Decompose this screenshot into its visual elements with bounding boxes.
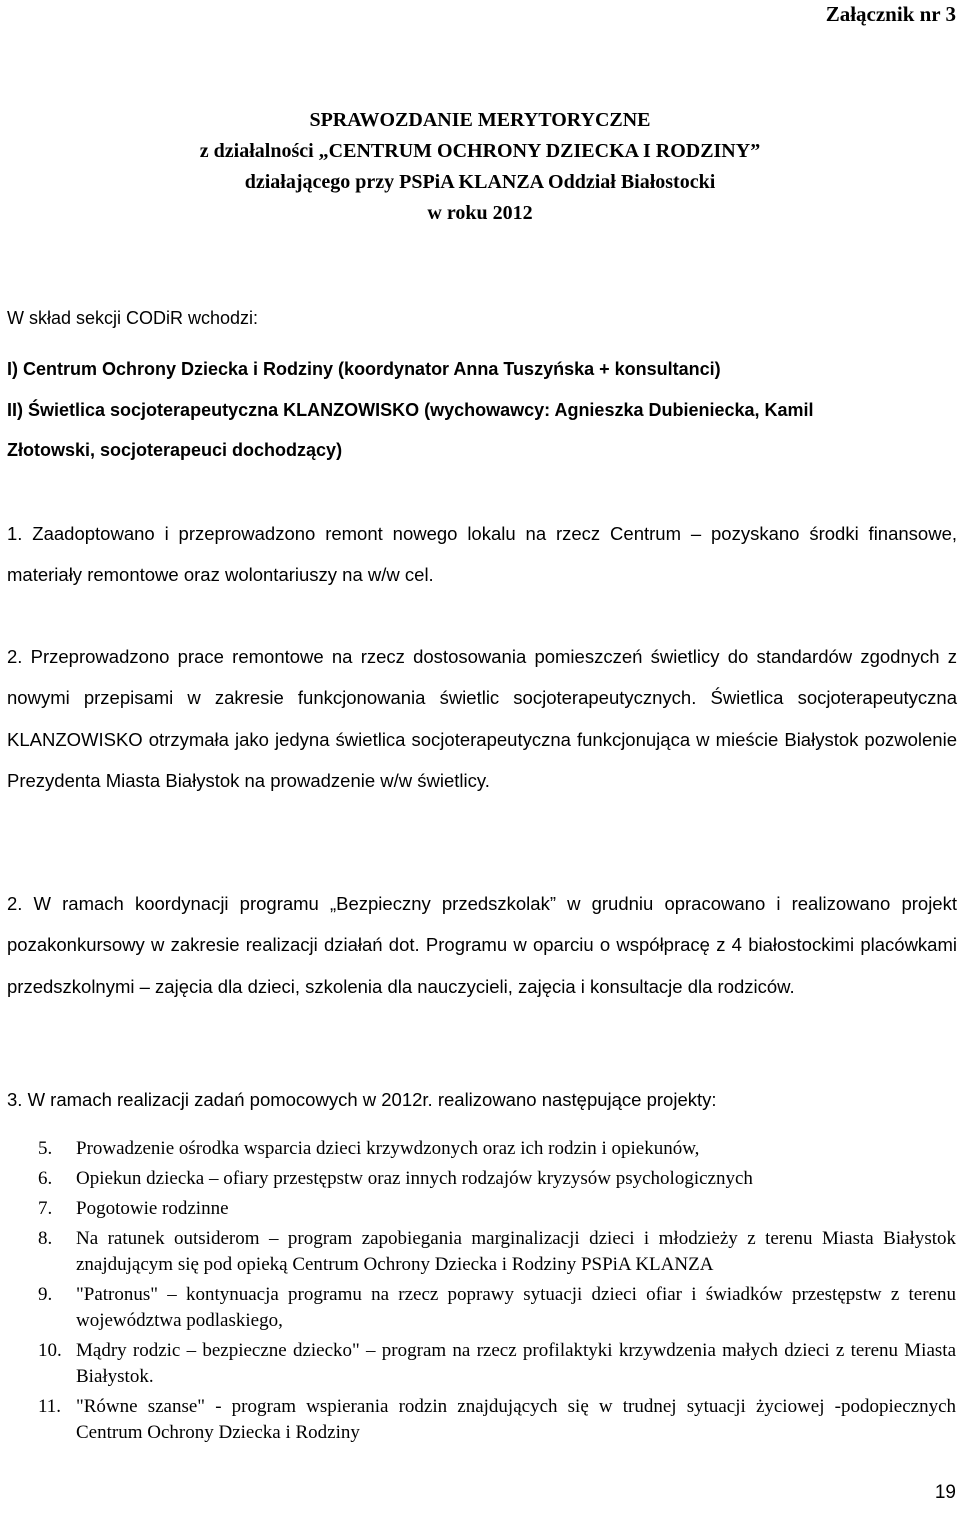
- title-line-1: SPRAWOZDANIE MERYTORYCZNE: [309, 109, 651, 131]
- section-members: [7, 349, 887, 471]
- paragraph-4: 3. W ramach realizacji zadań pomocowych w 2012r. realizowano następujące projekty:: [7, 1089, 717, 1110]
- list-item-text: "Równe szanse" - program wspierania rodzin znajdujących się w trudnej sytuacji życiowej -podopiecznych Centrum Ochrony Dziecka i Rodziny: [76, 1396, 956, 1443]
- list-item-text: Pogotowie rodzinne: [76, 1198, 229, 1219]
- list-item: [0, 1196, 960, 1222]
- report-title: [0, 105, 960, 229]
- list-item-number: 8.: [38, 1228, 53, 1249]
- section-lead: W skład sekcji CODiR wchodzi:: [7, 308, 259, 328]
- page-number: 19: [934, 1482, 956, 1503]
- list-item: [0, 1282, 960, 1334]
- projects-list: [0, 1136, 960, 1450]
- list-item: [0, 1166, 960, 1192]
- paragraph-2: 2. Przeprowadzono prace remontowe na rzecz dostosowania pomieszczeń świetlicy do standardów zgodnych z nowymi przepisami w zakresie funkcjonowania świetlic socjoterapeutycznych. Świetlica socjoterapeutyczna KLANZOWISKO otrzymała jako jedyna świetlica socjoterapeutyczna funkcjonująca w mieście Białystok pozwolenie Prezydenta Miasta Białystok na prowadzenie w/w świetlicy.: [7, 646, 957, 791]
- title-line-3: działającego przy PSPiA KLANZA Oddział Białostocki: [244, 171, 716, 193]
- list-item-text: "Patronus" – kontynuacja programu na rzecz poprawy sytuacji dzieci ofiar i świadków przestępstw z terenu województwa podlaskiego,: [76, 1284, 956, 1331]
- list-item: [0, 1136, 960, 1162]
- list-item-number: 10.: [38, 1340, 62, 1361]
- annex-label: Załącznik nr 3: [825, 2, 956, 26]
- member-item-2: II) Świetlica socjoterapeutyczna KLANZOWISKO (wychowawcy: Agnieszka Dubieniecka, Kamil Złotowski, socjoterapeuci dochodzący): [7, 399, 814, 460]
- list-item: [0, 1394, 960, 1446]
- list-item-number: 6.: [38, 1168, 53, 1189]
- member-item-1: I) Centrum Ochrony Dziecka i Rodziny (koordynator Anna Tuszyńska + konsultanci): [7, 359, 721, 379]
- title-line-4: w roku 2012: [427, 202, 533, 224]
- paragraph-1: 1. Zaadoptowano i przeprowadzono remont nowego lokalu na rzecz Centrum – pozyskano środki finansowe, materiały remontowe oraz wolontariuszy na w/w cel.: [7, 523, 957, 586]
- list-item-number: 7.: [38, 1198, 53, 1219]
- list-item-text: Na ratunek outsiderom – program zapobiegania marginalizacji dzieci i młodzieży z terenu Miasta Białystok znajdującym się pod opieką Centrum Ochrony Dziecka i Rodziny PSPiA KLANZA: [76, 1228, 956, 1275]
- list-item: [0, 1338, 960, 1390]
- paragraph-3: 2. W ramach koordynacji programu „Bezpieczny przedszkolak” w grudniu opracowano i realizowano projekt pozakonkursowy w zakresie realizacji działań dot. Programu w oparciu o współpracę z 4 białostockimi placówkami przedszkolnymi – zajęcia dla dzieci, szkolenia dla nauczycieli, zajęcia i konsultacje dla rodziców.: [7, 893, 957, 997]
- list-item: [0, 1226, 960, 1278]
- list-item-text: Mądry rodzic – bezpieczne dziecko" – program na rzecz profilaktyki krzywdzenia małych dzieci z terenu Miasta Białystok.: [76, 1340, 956, 1387]
- list-item-number: 5.: [38, 1138, 53, 1159]
- title-line-2: z działalności „CENTRUM OCHRONY DZIECKA I RODZINY”: [199, 140, 761, 162]
- list-item-number: 11.: [38, 1396, 62, 1417]
- list-item-text: Prowadzenie ośrodka wsparcia dzieci krzywdzonych oraz ich rodzin i opiekunów,: [76, 1138, 700, 1159]
- list-item-number: 9.: [38, 1284, 53, 1305]
- list-item-text: Opiekun dziecka – ofiary przestępstw oraz innych rodzajów kryzysów psychologicznych: [76, 1168, 753, 1189]
